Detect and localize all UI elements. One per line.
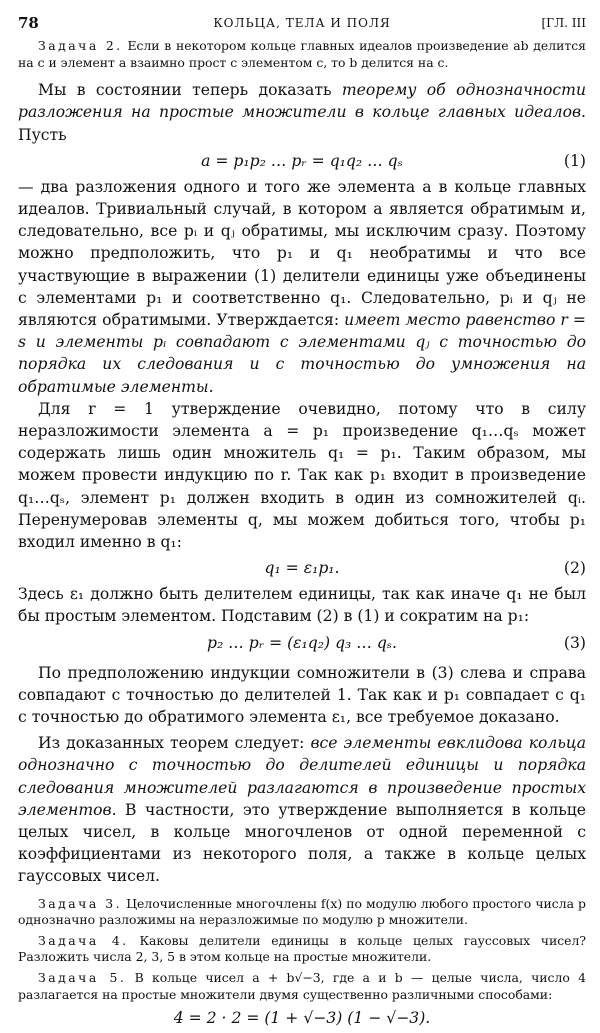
problem-2 — [18, 38, 586, 71]
paragraph-4-text: Здесь ε₁ должно быть делителем единицы, так как иначе q₁ не был бы простым элементом. Подставим (2) в (1) и сократим на p₁: — [18, 585, 586, 626]
problem-3-text: Целочисленные многочлены f(x) по модулю любого простого числа p однозначно разложимы на неразложимые по модулю p множители. — [18, 895, 586, 928]
problem-5 — [18, 970, 586, 1003]
paragraph-euclidean — [18, 732, 586, 887]
equation-2-number: (2) — [563, 559, 586, 578]
problem-4-text: Каковы делители единицы в кольце целых гауссовых чисел? Разложить числа 2, 3, 5 в этом кольце на простые множители. — [18, 932, 586, 965]
equation-4 — [18, 1003, 586, 1033]
paragraph-2-claim: имеет место равенство r = s и элементы pᵢ совпадают с элементами qⱼ с точностью до порядка их следования и с точностью до умножения на обратимые элементы. — [18, 311, 586, 396]
problem-4-label: Задача 4. — [38, 932, 129, 948]
paragraph-theorem-intro — [18, 79, 586, 146]
problem-2-label: Задача 2. — [38, 38, 123, 53]
problem-5-text: В кольце чисел a + b√−3, где a и b — целые числа, число 4 разлагается на простые множители двумя существенно различными способами: — [18, 970, 586, 1002]
problem-5-label: Задача 5. — [38, 970, 127, 986]
paragraph-6-tail: В частности, это утверждение выполняется в кольце целых чисел, в кольце многочленов от одной переменной с коэффициентами из некоторого поля, а также в кольце целых гауссовых чисел. — [18, 800, 586, 886]
paragraph-conclusion — [18, 662, 586, 729]
paragraph-5-text: По предположению индукции сомножители в (3) слева и справа совпадают с точностью до делителей 1. Так как и p₁ совпадает с q₁ с точностью до обратимого элемента ε₁, все требуемое доказано. — [18, 663, 586, 727]
paragraph-induction — [18, 398, 586, 553]
equation-3-number: (3) — [563, 633, 586, 652]
running-title: КОЛЬЦА, ТЕЛА И ПОЛЯ — [213, 16, 391, 30]
equation-2 — [18, 553, 586, 583]
equation-3 — [18, 628, 586, 658]
problem-3 — [18, 896, 586, 929]
paragraph-1-theorem: теорему об однозначности разложения на простые множители в кольце главных идеалов. — [18, 81, 586, 122]
paragraph-3-text: Для r = 1 утверждение очевидно, потому что в силу неразложимости элемента a = p₁ произведение q₁…qₛ может содержать лишь один множитель q₁ = p₁. Таким образом, мы можем провести индукцию по r. Так как p₁ входит в произведение q₁…qₛ, элемент p₁ должен входить в один из сомножителей qᵢ. Перенумеровав элементы q, мы можем добиться того, чтобы p₁ входил именно в q₁: — [18, 399, 586, 552]
problem-4 — [18, 933, 586, 966]
paragraph-1-lead: Мы в состоянии теперь доказать — [38, 81, 342, 100]
equation-1 — [18, 146, 586, 176]
problem-3-label: Задача 3. — [38, 895, 123, 911]
chapter-label: [ГЛ. III — [541, 16, 586, 30]
paragraph-unit — [18, 583, 586, 627]
equation-2-formula: q₁ = ε₁p₁. — [264, 559, 340, 578]
paragraph-two-factorizations — [18, 176, 586, 398]
paragraph-2-text: — два разложения одного и того же элемента a в кольце главных идеалов. Тривиальный случай, в котором a является обратимым и, следовательно, все pᵢ и qⱼ обратимы, мы исключим сразу. Поэтому можно предположить, что p₁ и q₁ необратимы и что все участвующие в выражении (1) делители единицы уже объединены с элементами p₁ и соответственно q₁. Следовательно, pᵢ и qⱼ не являются обратимыми. Утверждается: — [18, 177, 586, 330]
running-header — [18, 0, 586, 30]
paragraph-1-tail: Пусть — [18, 125, 67, 144]
page-number: 78 — [18, 14, 39, 32]
equation-4-formula: 4 = 2 · 2 = (1 + √−3) (1 − √−3). — [173, 1009, 431, 1028]
equation-1-number: (1) — [563, 151, 586, 170]
paragraph-6-lead: Из доказанных теорем следует: — [38, 734, 311, 753]
equation-1-formula: a = p₁p₂ … pᵣ = q₁q₂ … qₛ — [201, 151, 403, 170]
paragraph-6-theorem: все элементы евклидова кольца однозначно с точностью до делителей единицы и порядка следования множителей разлагаются в произведение простых элементов. — [18, 734, 586, 819]
equation-3-formula: p₂ … pᵣ = (ε₁q₂) q₃ … qₛ. — [206, 633, 398, 652]
problem-2-text: Если в некотором кольце главных идеалов произведение ab делится на c и элемент a взаимно прост с элементом c, то b делится на c. — [18, 38, 586, 70]
